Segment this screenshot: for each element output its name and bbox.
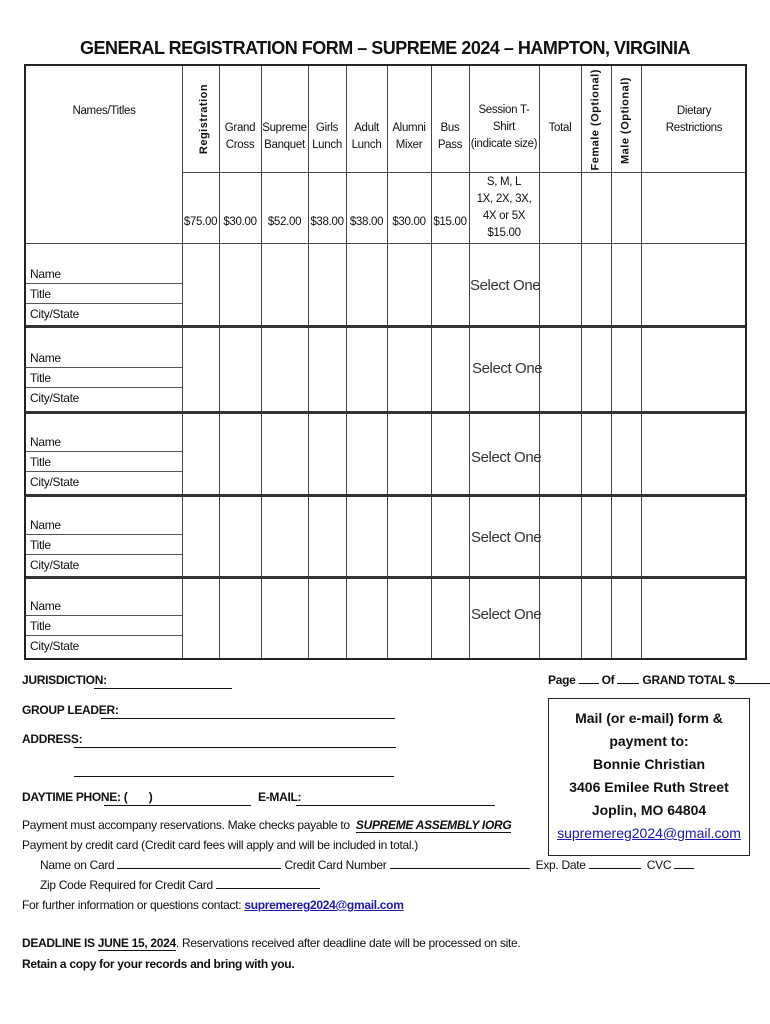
payable-to: SUPREME ASSEMBLY IORG	[355, 818, 512, 832]
daytime-phone-field[interactable]	[104, 805, 251, 806]
grand-cross-price: $30.00	[223, 216, 257, 228]
name-label: Name	[30, 267, 61, 281]
title-label: Title	[30, 619, 51, 633]
deadline-note: DEADLINE IS JUNE 15, 2024. Reservations received after deadline date will be processed on site.	[22, 936, 521, 950]
grand-cross-header: Grand Cross	[224, 122, 256, 151]
col-divider	[261, 66, 262, 658]
tshirt-size-select[interactable]: Select One	[472, 360, 543, 377]
registration-header: Registration	[198, 83, 210, 155]
dietary-header: Dietary Restrictions	[665, 105, 723, 134]
city-state-label: City/State	[30, 639, 80, 653]
contact-info: For further information or questions contact: supremereg2024@gmail.com	[22, 898, 404, 912]
mail-line-2: payment to:	[609, 733, 689, 749]
city-state-label: City/State	[30, 475, 80, 489]
col-divider	[431, 66, 432, 658]
alumni-mixer-header: Alumni Mixer	[392, 122, 426, 151]
supreme-banquet-header: Supreme Banquet	[262, 122, 307, 151]
jurisdiction-field[interactable]	[94, 688, 232, 689]
col-divider	[581, 66, 582, 658]
col-divider	[308, 66, 309, 658]
mail-line-4: 3406 Emilee Ruth Street	[569, 779, 729, 795]
attendee-row-5	[26, 576, 182, 660]
total-header: Total	[548, 122, 572, 134]
email-field[interactable]	[296, 805, 495, 806]
retain-copy-note: Retain a copy for your records and bring with you.	[22, 957, 295, 971]
tshirt-size-select[interactable]: Select One	[471, 606, 542, 623]
group-leader-field[interactable]	[101, 718, 395, 719]
jurisdiction-label: JURISDICTION:	[22, 673, 107, 687]
city-state-label: City/State	[30, 391, 80, 405]
girls-lunch-header: Girls Lunch	[312, 122, 342, 151]
tshirt-header: Session T- Shirt (indicate size)	[470, 104, 538, 150]
address-field-2[interactable]	[74, 776, 394, 777]
male-header: Male (Optional)	[619, 77, 632, 164]
email-label: E-MAIL:	[258, 790, 302, 804]
attendee-row-4	[26, 494, 182, 576]
page-counter: Page Of GRAND TOTAL $	[548, 673, 770, 687]
alumni-mixer-price: $30.00	[392, 216, 426, 228]
tshirt-size-select[interactable]: Select One	[471, 449, 542, 466]
tshirt-size-select[interactable]: Select One	[470, 277, 541, 294]
zip-code-row: Zip Code Required for Credit Card	[40, 878, 320, 892]
mail-email-link[interactable]: supremereg2024@gmail.com	[557, 825, 741, 841]
daytime-phone-label: DAYTIME PHONE: ( )	[22, 790, 153, 804]
cvc-field[interactable]	[674, 868, 694, 869]
adult-lunch-price: $38.00	[349, 216, 384, 228]
payment-instructions: Payment must accompany reservations. Make checks payable to SUPREME ASSEMBLY IORG	[22, 818, 512, 832]
name-label: Name	[30, 518, 61, 532]
adult-lunch-header: Adult Lunch	[351, 122, 382, 151]
title-label: Title	[30, 455, 51, 469]
title-label: Title	[30, 538, 51, 552]
mail-line-5: Joplin, MO 64804	[591, 802, 707, 818]
address-field[interactable]	[74, 747, 396, 748]
attendee-row-1	[26, 243, 182, 325]
title-label: Title	[30, 371, 51, 385]
girls-lunch-price: $38.00	[310, 216, 344, 228]
col-divider	[346, 66, 347, 658]
col-divider	[387, 66, 388, 658]
attendee-row-2	[26, 325, 182, 411]
credit-card-note: Payment by credit card (Credit card fees will apply and will be included in total.)	[22, 838, 418, 852]
city-state-label: City/State	[30, 307, 80, 321]
col-divider	[611, 66, 612, 658]
name-label: Name	[30, 351, 61, 365]
mail-line-1: Mail (or e-mail) form &	[575, 710, 723, 726]
name-on-card-field[interactable]	[117, 868, 281, 869]
credit-card-fields: Name on Card Credit Card Number Exp. Date CVC	[40, 858, 694, 872]
bus-pass-header: Bus Pass	[437, 122, 463, 151]
contact-email-link[interactable]: supremereg2024@gmail.com	[244, 898, 404, 912]
mail-to-box	[548, 698, 750, 856]
tshirt-sizes-price: S, M, L 1X, 2X, 3X, 4X or 5X $15.00	[476, 176, 532, 239]
mail-line-3: Bonnie Christian	[592, 756, 705, 772]
registration-table	[24, 64, 747, 660]
supreme-banquet-price: $52.00	[267, 216, 302, 228]
col-divider	[182, 66, 183, 658]
form-title: GENERAL REGISTRATION FORM – SUPREME 2024 – HAMPTON, VIRGINIA	[79, 38, 691, 58]
city-state-label: City/State	[30, 558, 80, 572]
col-divider	[219, 66, 220, 658]
exp-date-field[interactable]	[589, 868, 641, 869]
tshirt-size-select[interactable]: Select One	[471, 529, 542, 546]
col-divider	[469, 66, 470, 658]
group-leader-label: GROUP LEADER:	[22, 703, 119, 717]
title-label: Title	[30, 287, 51, 301]
cc-number-field[interactable]	[390, 868, 530, 869]
address-label: ADDRESS:	[22, 732, 83, 746]
name-label: Name	[30, 435, 61, 449]
female-header: Female (Optional)	[589, 69, 602, 171]
registration-price: $75.00	[183, 216, 218, 228]
col-divider	[641, 66, 642, 658]
name-label: Name	[30, 599, 61, 613]
bus-pass-price: $15.00	[433, 216, 467, 228]
attendee-row-3	[26, 411, 182, 494]
zip-code-field[interactable]	[216, 888, 320, 889]
header-divider	[182, 172, 745, 173]
names-titles-header: Names/Titles	[72, 105, 136, 117]
